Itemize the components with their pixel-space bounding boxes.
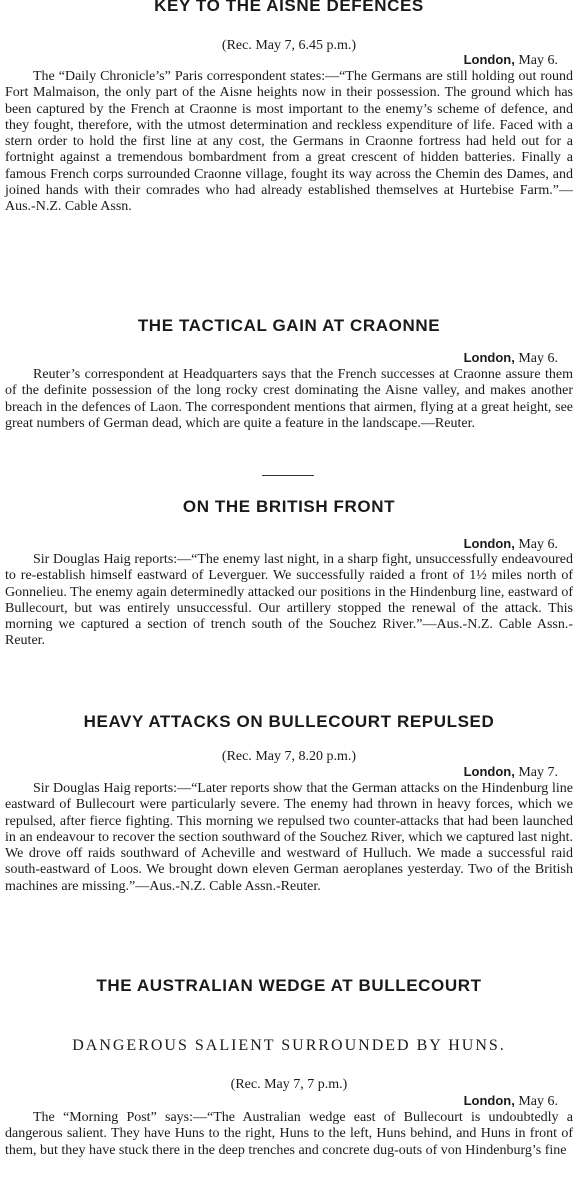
dateline-place: London, (463, 536, 515, 551)
headline-bullecourt-repulsed: HEAVY ATTACKS ON BULLECOURT REPULSED (83, 712, 495, 731)
dateline-date: May 7. (518, 765, 558, 780)
dateline-date: May 6. (518, 351, 558, 366)
divider-rule (262, 475, 314, 476)
headline-british-front: ON THE BRITISH FRONT (182, 497, 396, 516)
article-body: The “Daily Chronicle’s” Paris correspondent states:—“The Germans are still holding out round Fort Malmaison, the only part of the Aisne heights now in their possession. The ground which has been captured by the French at Craonne is most important to the enemy’s scheme of defence, and they fought, therefore, with the utmost determination and reckless expenditure of life. Faced with a stern order to hold the first line at any cost, the Germans in Craonne fortress had held out for a fortnight against a tremendous bombardment from a great crescent of hidden batteries. Finally a famous French corps surrounded Craonne village, fought its way across the Chemin des Dames, and joined hands with their comrades who had already established themselves at Hurtebise Farm.”—Aus.-N.Z. Cable Assn. (5, 69, 573, 214)
article-body: Sir Douglas Haig reports:—“The enemy last night, in a sharp fight, unsuccessfully endeavoured to re-establish himself eastward of Leverguer. We successfully raided a front of 1½ miles north of Gonnelieu. The enemy again determinedly attacked our positions in the Hindenburg line, eastward of Bullecourt, but was entirely unsuccessful. Our artillery stopped the renewal of the attack. This morning we captured a section of trench south of the Souchez River.”—Aus.-N.Z. Cable Assn.-Reuter. (5, 552, 573, 649)
dateline-place: London, (463, 52, 515, 67)
dateline (464, 763, 558, 782)
dateline (464, 349, 558, 368)
dateline-date: May 6. (518, 537, 558, 552)
dateline-date: May 6. (518, 53, 558, 68)
dateline-date: May 6. (518, 1094, 558, 1109)
dateline-place: London, (463, 1093, 515, 1108)
dateline (464, 1092, 558, 1111)
subheadline: DANGEROUS SALIENT SURROUNDED BY HUNS. (72, 1037, 506, 1054)
article-body: Reuter’s correspondent at Headquarters says that the French successes at Craonne assure them of the definite possession of the long rocky crest dominating the Aisne valley, and makes another breach in the defences of Laon. The correspondent mentions that airmen, flying at a great height, see great numbers of German dead, which are quite a feature in the landscape.—Reuter. (5, 367, 573, 431)
dateline-place: London, (463, 350, 515, 365)
headline-australian-wedge: THE AUSTRALIAN WEDGE AT BULLECOURT (96, 976, 482, 995)
dateline (464, 51, 558, 70)
received-time: (Rec. May 7, 6.45 p.m.) (221, 38, 357, 53)
article-body: The “Morning Post” says:—“The Australian wedge east of Bullecourt is undoubtedly a dangerous salient. They have Huns to the right, Huns to the left, Huns behind, and Huns in front of them, but they have stuck there in the deep trenches and concrete dug-outs of von Hindenburg’s fine (5, 1110, 573, 1158)
received-time: (Rec. May 7, 7 p.m.) (230, 1077, 348, 1092)
dateline-place: London, (463, 764, 515, 779)
headline-aisne-defences: KEY TO THE AISNE DEFENCES (154, 0, 424, 15)
article-body: Sir Douglas Haig reports:—“Later reports show that the German attacks on the Hindenburg line eastward of Bullecourt were particularly severe. The enemy had thrown in heavy forces, which we repulsed, after fierce fighting. This morning we repulsed two counter-attacks that had been launched in an endeavour to recover the section southward of the Souchez River, which we captured last night. We drove off raids southward of Acheville and westward of Hulluch. We made a successful raid south-eastward of Loos. We brought down eleven German aeroplanes yesterday. Two of the British machines are missing.”—Aus.-N.Z. Cable Assn.-Reuter. (5, 781, 573, 894)
received-time: (Rec. May 7, 8.20 p.m.) (221, 749, 357, 764)
headline-tactical-gain: THE TACTICAL GAIN AT CRAONNE (137, 316, 441, 335)
